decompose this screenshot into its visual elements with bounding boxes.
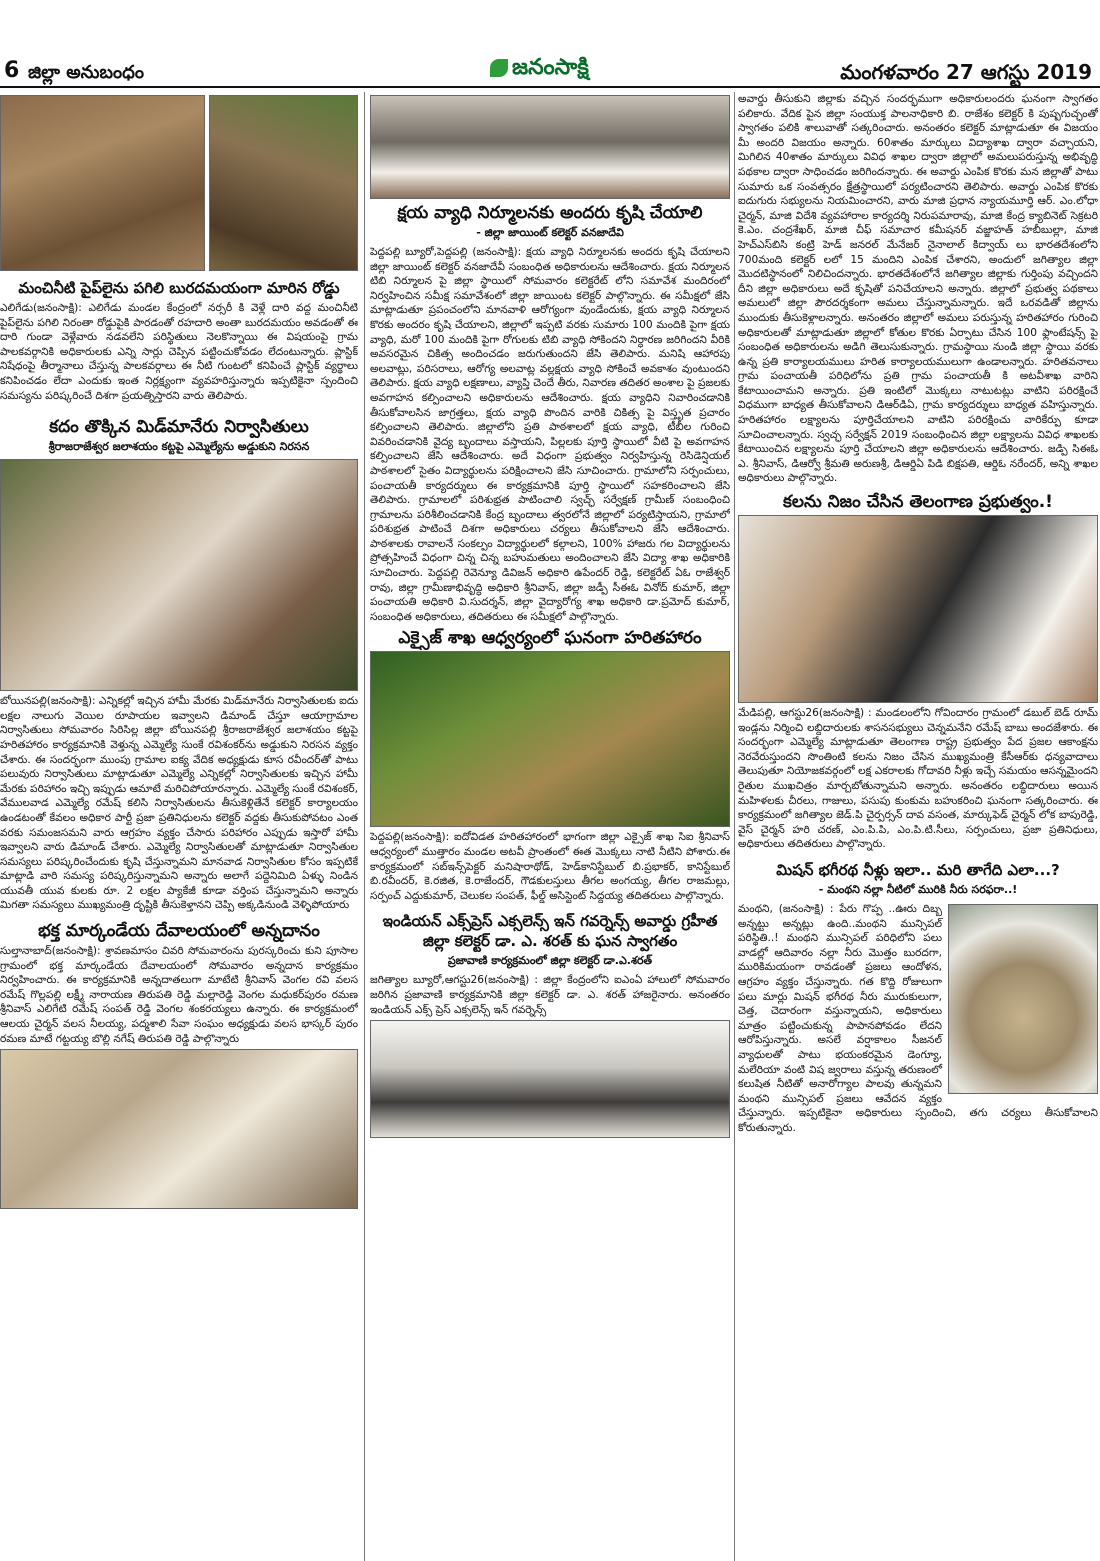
column-left <box>0 92 358 1561</box>
issue-date: మంగళవారం 27 ఆగస్టు 2019 <box>840 60 1092 84</box>
protest-crowd-photo <box>0 459 358 691</box>
article-body: జగిత్యాల బ్యూరో,ఆగస్టు26(జనంసాక్షి) : జిల్లా కేంద్రంలోని ఐఎంఏ హాలులో సోమవారం జరిగిన ప్రజావాణి కార్యక్రమానికి జిల్లా కలెక్టర్ డా. ఎ. శరత్ హాజరైనారు. అనంతరం ఇండియన్ ఎక్స్ ప్రెస్ ఎక్సలెన్స్ ఇన్ గవర్నెన్స్ <box>370 974 730 1016</box>
broken-pipeline-photo <box>209 95 358 271</box>
article-body: మంథని, (జనంసాక్షి) : పేరు గొప్ప ..ఊరు దిబ్బ అన్నట్టు అన్నట్లు ఉంది..మంథని మున్సిపల్ పరిస్థితి..! మంథని మున్సిపల్ పరిధిలోని పలు వాడల్లో ఆదివారం నల్లా నీరు మొత్తం బురదగా, మురికిమయంగా రావడంతో ప్రజలు ఆందోళన, ఆగ్రహం వ్యక్తం చేస్తున్నారు. గత కొద్ది రోజులుగా పలు మార్లు మిషన్ భగీరథ నీరు మురుకులుగా, చెత్త, చెదారంగా వస్తున్నాయని, అధికారులు మాత్రం పట్టించుకున్న పాపానపోవడం లేదని ఆరోపిస్తున్నారు. అసలే వర్షాకాలం సీజనల్ వ్యాధులతో పాటు భయంకరమైన డెంగ్యూ, మలేరియా వంటి విష జ్వరాలు వస్తున్న తరుణంలో కలుషిత నీటితో అనారోగ్యాల పాలవు తున్నమని మంథని మున్సిపల్ ప్రజలు ఆవేదన వ్యక్తం చేస్తున్నారు. ఇప్పటికైనా అధికారులు స్పందించి, తగు చర్యలు తీసుకోవాలని కోరుతున్నారు. <box>738 902 1098 1134</box>
road-photos <box>0 92 358 274</box>
article-body: ఎలిగేడు(జనంసాక్షి): ఎలిగేడు మండల కేంద్రంలో నర్సరీ కి వెళ్లే దారి వద్ద మంచినీటి పైప్‌లైను పగిలి నిరంతా రోడ్డుపైకి పారడంతో రహదారి అంతా బురదమయం అవడంతో ఈ దారి గుండా వెళ్లేవారు నడవలేని పరిస్థితులు నెలకొన్నాయి ఈ విషయంపై గ్రామ పాలకవర్గానికి అధికారులకు ఎన్ని సార్లు చెప్పిన పట్టించుకోవడం లేదంటున్నారు. ప్లాస్టిక్ నిషేధంపై తీర్మానాలు చేస్తున్న పాలకవర్గాలు ఈ నీటి గుంటలో కనిపించే ప్లాస్టిక్ వ్యర్థాలు కనిపించడం లేదా ఎందుకు ఇంత నిర్లక్ష్యంగా వ్యవహరిస్తున్నారు ఇప్పటికైనా స్పందించి సమస్యను పరిష్కరించే దిశగా ప్రయత్నిస్తారని వారు తెలిపారు. <box>0 302 358 402</box>
plantation-photo <box>370 651 730 827</box>
article-headline: భక్త మార్కండేయ దేవాలయంలో అన్నదానం <box>38 921 320 942</box>
tb-meeting-photo <box>370 95 730 199</box>
leaf-icon <box>490 59 508 77</box>
article-headline: మంచినీటి పైప్‌లైను పగిలి బురదమయంగా మారిన రోడ్డు <box>18 279 340 297</box>
article-headline: ఇండియన్ ఎక్స్‌ప్రెస్ ఎక్సలెన్స్ ఇన్ గవర్నెన్స్ అవార్డు గ్రహీత జిల్లా కలెక్టర్ డా. ఎ. శరత్ కు ఘన స్వాగతం <box>382 912 718 951</box>
article-headline: కలను నిజం చేసిన తెలంగాణ ప్రభుత్వం.! <box>783 492 1053 513</box>
article-headline: మిషన్ భగీరథ నీళ్లు ఇలా.. మరి తాగేది ఎలా...? <box>776 860 1060 879</box>
annadanam-photo <box>0 1049 358 1209</box>
column-right <box>738 92 1098 1561</box>
article-body: సుల్తానాబాద్(జనంసాక్షి): శ్రావణమాసం చివరి సోమవారంను పురస్కరించు కుని పూసాల గ్రామంలో భక్త మార్కండేయ దేవాలయంలో సోమవారం అన్నదాన కార్యక్రమం నిర్వహించారు. ఈ కార్యక్రమానికి అన్నదాతలుగా మాటేటి శ్రీనివాస్ వెంగల రవి వలస రమేష్ గొల్లపల్లి లక్ష్మీ నారాయణ తిరుపతి రెడ్డి మల్లారెడ్డి వెంగల మధుకర్‌పురం రమణ శ్రీనివాస్ ఎలిగేటి రమేష్ సంపత్ రెడ్డి వెంగల శంకరయ్యలు ఉన్నారు. ఈ కార్యక్రమంలో ఆలయ చైర్మన్ వలస నీలయ్య, పద్మశాలి సేవా సంఘం అధ్యక్షుడు వలస భాస్కర్ పురం రమణ మాటే గట్టయ్య బొల్లి నగేష్ తిరుపతి రెడ్డి పాల్గొన్నారు <box>0 945 358 1045</box>
column-divider <box>734 92 735 1561</box>
column-middle <box>370 92 730 1561</box>
housing-inauguration-photo <box>738 515 1098 703</box>
article-body: పెద్దపల్లి(జనంసాక్షి): ఐదోవిడత హరితహారంలో భాగంగా జిల్లా ఎక్సైజ్ శాఖ సిఐ శ్రీనివాస్ ఆధ్వర్యంలో ముత్తారం మండల అటవీ ప్రాంతంలో ఈత మొక్కలు నాటి నీటిని పోశారు.ఈ కార్యక్రమంలో సబ్‌ఇన్స్‌పెక్టర్ మనిషారాథోడ్, హెడ్‌కానిస్టేబుల్ బి.ప్రభాకర్, కానిస్టేబుల్ బి.రవీందర్, కె.రజిత, కె.రాజేందర్, గౌడకులస్తులు తీగల అంగయ్య, తీగల రాజమల్లు, సర్పంచ్ ఎద్దుకుమార్, చెలుకల సంపత్, ఫీల్డ్ అసిస్టెంట్ సిద్దయ్య తదితరులు పాల్గొన్నారు. <box>370 831 730 902</box>
masthead-name: జనంసాక్షి <box>512 55 589 80</box>
collector-welcome-photo <box>370 1020 730 1138</box>
article-body: బోయినపల్లి(జనంసాక్షి): ఎన్నికల్లో ఇచ్చిన హామీ మేరకు మిడ్‌మానేరు నిర్వాసితులకు ఐదు లక్షల నాలుగు వెయిల రూపాయల ఇవ్వాలని డిమాండ్ చేస్తూ ఆయాగ్రామాల నిర్వాసితులు సోమవారం సిరిసిల్ల జిల్లా బోయినపల్లి శ్రీరాజరాజేశ్వర జలాశయం కట్టపై హరితహారం కార్యక్రమానికి వెళ్తున్న ఎమ్మెల్యే సుంకే రవిశంకర్‌ను అడ్డుకుని నిరసన వ్యక్తం చేశారు. ఈ సందర్భంగా ముంపు గ్రామాల ఐక్య వేదిక అధ్యక్షుడు కూస రవీందర్‌తో పాటు పలువురు నిర్వాసితులు మాట్లాడుతూ ఎమ్మెల్యే ఎన్నికల్లో నిర్వాసితులకు ఇచ్చిన హామీ మేరకు పరిహారం ఇచ్చి ఇప్పుడు ఆమాటే మరిచిపోయారన్నారు. ఎమ్మెల్యే సుంకే రవిశంకర్, వేములవాడ ఎమ్మెల్యే రమేష్ కలిసి నిర్వాసితులను తీసుకెళ్లితేనే కలెక్టర్ కార్యాలయం ఉండటంతో కేవలం అధికార పార్టీ ప్రజా ప్రతినిధులను కలెక్టర్ వద్దకు తీసుకుపోవటం ఎంత వరకు సమంజసమని వారు ఆగ్రహం వ్యక్తం చేసారు పరిహారం ఎప్పుడు ఇస్తారో హామీ ఇవ్వాలని వారు డిమాండ్ చేశారు. ఎమ్మెల్యే నిర్వాసితులతో మాట్లాడుతూ నిర్వాసితుల సమస్యలు పరిష్కరించేందుకు కృషి చేస్తున్నామని మానవాడ నిర్వాసితుల కోసం ఇప్పటికే మాట్లాడి వారి సమస్య పరిష్కరిస్తున్నామని అన్నారు అలాగే పద్దెనిమిది ఏళ్ళు నిండిన యువతీ యువ కులకు రూ. 2 లక్షల ప్యాకేజీ కూడా వర్తింప చేస్తున్నామని అన్నారు మిగతా సమస్యలు ముఖ్యమంత్రి దృష్టికి తీసుకెళ్తానని చెప్పి అక్కడినుండి వెళ్ళిపోయారు <box>0 695 358 912</box>
muddy-water-photo <box>948 904 1098 1094</box>
article-body: పెద్దపల్లి బ్యూరో,పెద్దపల్లి (జనంసాక్షి): క్షయ వ్యాధి నిర్మూలనకు అందరు కృషి చేయాలని జిల్లా జాయింట్ కలెక్టర్ వనజాదేవీ సంబంధిత అధికారులను ఆదేశించారు. క్షయ నిర్మూలన టిబి నిర్మూలన పై జిల్లా స్థాయిలో సోమవారం కలెక్టరేట్ లోని సమావేశ మందిరంలో నిర్వహించిన సమీక్ష సమావేశంలో జిల్లా జాయింట కలెక్టర్ పాల్గొన్నారు. ఈ సమీక్షలో జేసి మాట్లాడుతూ ప్రపంచంలోని మానవాళి ఆరోగ్యంగా వుండేందుకు, క్షయ వ్యాధి నిర్మూలన కొరకు అందరం కృషి చేయాలని, జిల్లాలో ఇప్పటి వరకు సుమారు 100 మందికి పైగా క్షయ వ్యాధి, మరో 100 మందికి పైగా రోగులకు టిబి వ్యాధి సోకిందని నిర్ధారణ జరిగిందని వీరికి అవసరమైన చికిత్స అందించడం జరుగుతుందని జేసి తెలిపారు. మనిషి ఆహారపు అలవాట్లు, పరిసరాలు, ఆరోగ్య అలవాట్ల వల్లక్షయ వ్యాధి సోకించే అవకాశం వుంటుందని తెలిపారు. క్షయ వ్యాధి లక్షణాలు, వ్యాప్తి చెందే తీరు, నివారణ తదితర అంశాల పై ప్రజలకు అవగాహన కల్పించాలని అధికారులను ఆదేశించారు. క్షయ వ్యాధిని నివారించడానికి తీసుకోవాలసిన జాగ్రత్తలు, క్షయ వ్యాధి పొందిన వారికి చికిత్స పై విస్తృత ప్రచారం కల్పించాలని తెలిపారు. జిల్లాలోని ప్రతి పాఠశాలలో క్షయ వ్యాధి, టీబీల గురించి వివరించడానికి వైద్య బృందాలు వస్తాయని, పిల్లలకు పూర్తి స్థాయిలో వీటి పై అవగాహన కల్పించాలని జేసి ఆదేశించారు. అదే విధంగా ప్రభుత్వం నిర్వహిస్తున్న రెసిడెన్షియల్ పాఠశాలలో సైతం విద్యార్థులను పరిక్షించాలని జేసి సూచించారు. గ్రామాలోని సర్పంచులు, పంచాయతీ కార్యదర్శులు ఈ కార్యక్రమానికి పూర్తి స్థాయిలో సహకరించాలని జేసి తెలిపారు. గ్రామాలలో పరిశుభ్రత పాటించాలి స్వచ్ఛ్ సర్వేక్షణ్ గ్రామీణ్ సంబంధించి గ్రామాలను పరిశీలించడానికి కేంద్ర బృందాలు త్వరలోనే జిల్లాలో పర్యటిస్తాయని, గ్రామాలో పరిశుభ్రత పాటించే దిశగా అధికారులు చర్యలు తీసుకోవాలని జేసి ఆదేశించారు. పాఠశాలకు రావాలనే సంకల్పం విద్యార్థులలో కల్గాలని, 100% హాజరు గల విద్యార్థులను ప్రోత్సహించే విధంగా చిన్న చిన్న బహుమతులు అందించాలని జేసి విద్యా శాఖ అధికారికి సూచించారు. పెద్దపల్లి రెవెన్యూ డివిజన్ అధికారి ఉపేందర్ రెడ్డి, కలెక్టరేట్ ఏఓ రాజేశ్వర్ రావు, జిల్లా గ్రామీణాభివృద్ధి అధికారి శ్రీనివాస్, జిల్లా జడ్పీ సీఈఓ వినోద్ కుమార్, జిల్లా పంచాయతి అధికారి వి.సుదర్శన్, జిల్లా వైద్యారోగ్య శాఖ అధికారి డా.ప్రమోద్ కుమార్, సంబంధిత అధికారులు, తదితరులు ఈ సమీక్షలో పాల్గొన్నారు. <box>370 246 730 623</box>
article-subhead: - మంథని నల్లా నీటిలో మురికి నీరు సరఫరా..! <box>818 882 1018 896</box>
masthead-bar <box>0 0 1100 92</box>
article-headline: కదం తొక్కిన మిడ్‌మానేరు నిర్వాసితులు <box>49 417 309 438</box>
article-headline: ఎక్సైజ్ శాఖ ఆధ్వర్యంలో ఘనంగా హరితహారం <box>398 628 702 649</box>
article-subhead: ప్రజావాణి కార్యక్రమంలో జిల్లా కలెక్టర్ డా.ఎ.శరత్ <box>447 954 653 968</box>
column-divider <box>364 92 365 1561</box>
article-subhead: శ్రీరాజరాజేశ్వర జలాశయం కట్టపై ఎమ్మెల్యేను అడ్డుకుని నిరసన <box>48 440 310 454</box>
muddy-road-photo <box>0 95 205 271</box>
article-subhead: - జిల్లా జాయింట్ కలెక్టర్ వనజాదేవి <box>476 226 624 239</box>
article-body: అవార్డు తీసుకుని జిల్లాకు వచ్చిన సందర్భముగా అధికారులందరు ఘనంగా స్వాగతం పలికారు. వేదిక పైన జిల్లా సంయుక్త పాలనాధికారి బి. రాజేశం కలెక్టర్ కి పుష్పగుచ్ఛంతో స్వాగతం పలికి శాలువాతో సత్కరించారు. అనంతరం కలెక్టర్ మాట్లాడుతూ ఈ విజయం మీ అందరి విజయం అన్నారు. 60శాతం మార్కులు విద్యాశాఖ ద్వారా వచ్చాయని, మిగిలిన 40శాతం మార్కులు వివిధ శాఖల ద్వారా జిల్లాలో అమలుపరుస్తున్న అభివృద్ధి పథకాల ద్వారా సాధించడం జరిగిందన్నారు. ఈ అవార్డు ఎంపిక కొరకు మన జిల్లాతో పాటు సుమారు ఒక సంవత్సరం క్షేత్రస్థాయిలో పర్యటించారని తెలిపారు. అవార్డు ఎంపిక కొరకు ఐదుగురు సభ్యులను నియమించారని, వారు మాజి ప్రధాన న్యాయమూర్తి ఆర్. ఎం.లోధా చైర్మన్, మాజి విదేశి వ్యవహారాల కార్యదర్శి నిరుపమారావు, మాజి కేంద్ర క్యాబినెట్ సెక్రటరి కె.ఎం. చంద్రశేఖర్, మాజి చీఫ్ సమాచార కమీషనర్ వజ్జాహత్ హబీబుల్లా, మాజి హెచ్‌ఎస్‌బిసి కంట్రి హెడ్ జనరల్ మేనేజర్ నైనాలాల్ కిద్వాయ్ లు భారతదేశంలోని 700మంది కలెక్టర్ లలో 15 మందిని ఎంపిక చేశారని, అందులో జగిత్యాల జిల్లా మొదటిస్థానంలో నిలిచిందన్నారు. భారతదేశంలోనే జగిత్యాల జిల్లాకు గుర్తింపు వచ్చిందని దీని జిల్లా అధికారులు అదే కృషితో పనిచేయాలని అన్నారు. జిల్లాలో ప్రభుత్వ పథకాలు అమలులో జిల్లా పౌరదర్శకంగా అమలు చేస్తున్నామన్నారు. ఇదే ఒరవడితో జిల్లాను ముందుకు తీసుకెళ్లాలన్నారు. అనంతరం జిల్లాలో అమలు పరుస్తున్న హరితహారం గురించి అధికారులతో మాట్లాడుతూ జిల్లాలో కోతుల కొరకు ఏర్పాటు చేసిన 100 ఫ్లాంటేషన్స్ పై సంబంధిత అధికారులను అడిగి తెలుసుకున్నారు. గ్రామస్థాయి నుండి జిల్లా స్థాయి వరకు ఉన్న ప్రతి కార్యాలయములు హరిత కార్యాలయములుగా ఉండాలన్నారు. హరితవనాలు గ్రామ పంచాయతీ పరిధిలోను ప్రతి గ్రామ పంచాయతీ కి అటవీశాఖ వారిని కేటాయించామని అన్నారు. ప్రతి ఇంటిలో మొక్కలు నాటుటట్లు వాటిని పరిరక్షించే విధముగా బాధ్యత తీసుకోవాలని డిఆర్‌డిఏ, గ్రామ కార్యదర్శులు బాధ్యత వహిస్తున్నారు. హరితహారం లక్ష్యాలను పూర్తిచేయాలని వాటిని పరిరక్షించు వారికేర్పు కూడా సూచించాలన్నారు. స్వచ్ఛ సర్వేక్షన్ 2019 సంబంధించిన జిల్లా లక్ష్యాలను వివిధ శాఖలకు కేటాయించిన లక్ష్యాలను పూర్తి చేయాలని జిల్లా అధికారులను ఆదేశించారు. జడ్పి సిఈఓ ఎ. శ్రీనివాస్, డిఆర్వో శ్రీమతి అరుణశ్రీ, డిఆర్డిఏ పిడి బిక్షపతి, ఆర్డిఓ నరేందర్, అన్ని శాఖల అధికారులు పాల్గొన్నారు. <box>738 93 1098 485</box>
newspaper-logo <box>490 55 589 85</box>
page-section-title: జిల్లా అనుబంధం <box>28 62 144 83</box>
header-rule <box>0 86 1100 88</box>
article-headline: క్షయ వ్యాధి నిర్మూలనకు అందరు కృషి చేయాలి <box>397 203 703 223</box>
article-body: మేడిపల్లి, ఆగస్టు26(జనంసాక్షి) : మండలంలోని గోవిందారం గ్రామంలో డబుల్ బెడ్ రూమ్ ఇండ్లను నిర్మించి లబ్దిదారులకు శాసనసభ్యులు చెన్నమనేని రమేష్ బాబు అందజేశారు. ఈ సందర్భంగా ఎమ్మెల్యే మాట్లాడుతూ తెలంగాణ రాష్ట్ర ప్రభుత్వం పేద ప్రజల ఆకాంక్షను నెరవేరుస్తుందని సొంతింటి కలను నిజం చేసిన ముఖ్యమంత్రి కేసీఆర్‌కు ధన్యవాదాలు తెలుపుతూ నియోజకవర్గంలో లక్ష ఎకరాలకు గోదావరి నీళ్లు ఇచ్చే సమయం ఆసన్నమైందని రైతుల ముఖచిత్రం మార్చబోతున్నామని అన్నారు. అనంతరం లబ్ధిదారులు అయిన మహిళలకు చీరలు, గాజులు, పసుపు కుంకుమ బహుకరించి ఘనంగా సత్కరించారు. ఈ కార్యక్రమంలో జగిత్యాల జెడ్.పి చైర్పర్సన్ దావ వసంత, మార్కుఫెడ్ చైర్మన్ లోక బాపురెడ్డి, వైస్ చైర్మన్ హరి చరణ్, ఎం.పి.పి, ఎం.పి.టి.సీలు, సర్పంచులు, ప్రజా ప్రతినిధులు, అధికారులు తదితరులు పాల్గొన్నారు. <box>738 707 1098 851</box>
page-number: 6 <box>4 58 20 83</box>
